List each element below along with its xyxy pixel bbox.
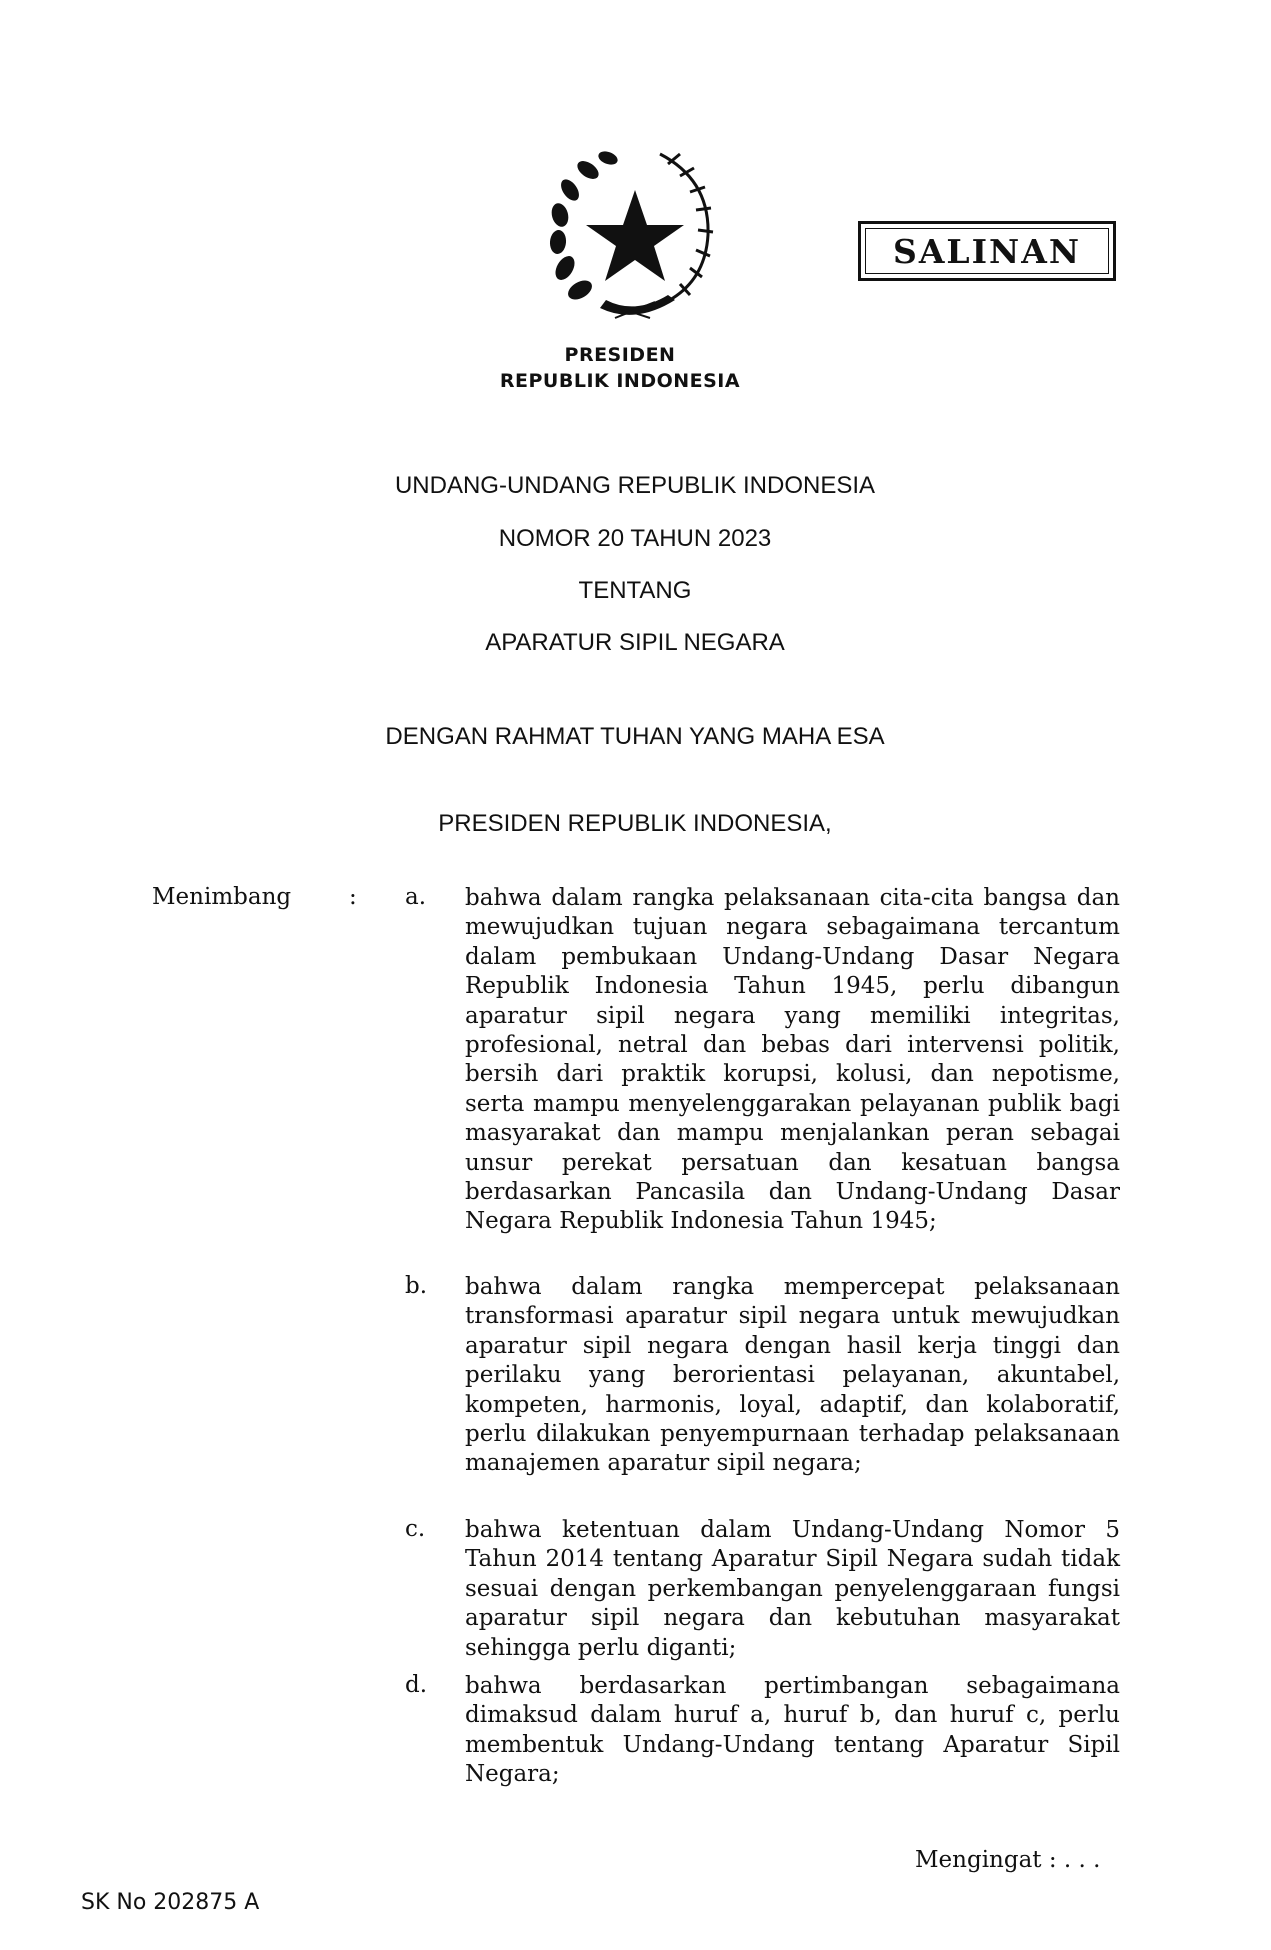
item-text: bahwa dalam rangka pelaksanaan cita-cita bangsa dan mewujudkan tujuan negara sebagaimana tercantum dalam pembukaan Undang-Undang Dasar Negara Republik Indonesia Tahun 1945, perlu dibangun aparatur sipil negara yang memiliki integritas, profesional, netral dan bebas dari intervensi politik, bersih dari praktik korupsi, kolusi, dan nepotisme, serta mampu menyelenggarakan pelayanan publik bagi masyarakat dan mampu menjalankan peran sebagai unsur perekat persatuan dan kesatuan bangsa berdasarkan Pancasila dan Undang-Undang Dasar Negara Republik Indonesia Tahun 1945; — [465, 885, 1120, 1235]
continuation-mengingat: Mengingat : . . . — [915, 1847, 1101, 1873]
salinan-stamp — [858, 221, 1116, 281]
title-presiden: PRESIDEN REPUBLIK INDONESIA, — [438, 810, 832, 837]
title-tentang: TENTANG — [578, 577, 692, 604]
garuda-star-emblem — [540, 140, 730, 320]
header-republik-indonesia: REPUBLIK INDONESIA — [499, 370, 741, 392]
title-subject: APARATUR SIPIL NEGARA — [485, 629, 785, 656]
item-text: bahwa dalam rangka mempercepat pelaksanaan transformasi aparatur sipil negara untuk mewujudkan aparatur sipil negara dengan hasil kerja tinggi dan perilaku yang berorientasi pelayanan, akuntabel, kompeten, harmonis, loyal, adaptif, dan kolaboratif, perlu dilakukan penyempurnaan terhadap pelaksanaan manajemen aparatur sipil negara; — [465, 1274, 1120, 1477]
title-nomor: NOMOR 20 TAHUN 2023 — [498, 525, 772, 552]
title-invocation: DENGAN RAHMAT TUHAN YANG MAHA ESA — [385, 723, 885, 750]
item-letter: b. — [405, 1273, 428, 1299]
menimbang-label: Menimbang — [152, 884, 292, 910]
title-undang-undang: UNDANG-UNDANG REPUBLIK INDONESIA — [394, 472, 876, 499]
item-text: bahwa berdasarkan pertimbangan sebagaimana dimaksud dalam huruf a, huruf b, dan huruf c, perlu membentuk Undang-Undang tentang Aparatur Sipil Negara; — [465, 1673, 1120, 1788]
item-letter: a. — [405, 884, 427, 910]
salinan-stamp-text: SALINAN — [865, 228, 1109, 274]
header-presiden: PRESIDEN — [564, 344, 676, 366]
sk-number: SK No 202875 A — [81, 1890, 260, 1915]
menimbang-colon: : — [349, 884, 357, 910]
item-text: bahwa ketentuan dalam Undang-Undang Nomor 5 Tahun 2014 tentang Aparatur Sipil Negara sudah tidak sesuai dengan perkembangan penyelenggaraan fungsi aparatur sipil negara dan kebutuhan masyarakat sehingga perlu diganti; — [465, 1517, 1120, 1661]
item-letter: d. — [405, 1672, 428, 1698]
item-letter: c. — [405, 1516, 426, 1542]
